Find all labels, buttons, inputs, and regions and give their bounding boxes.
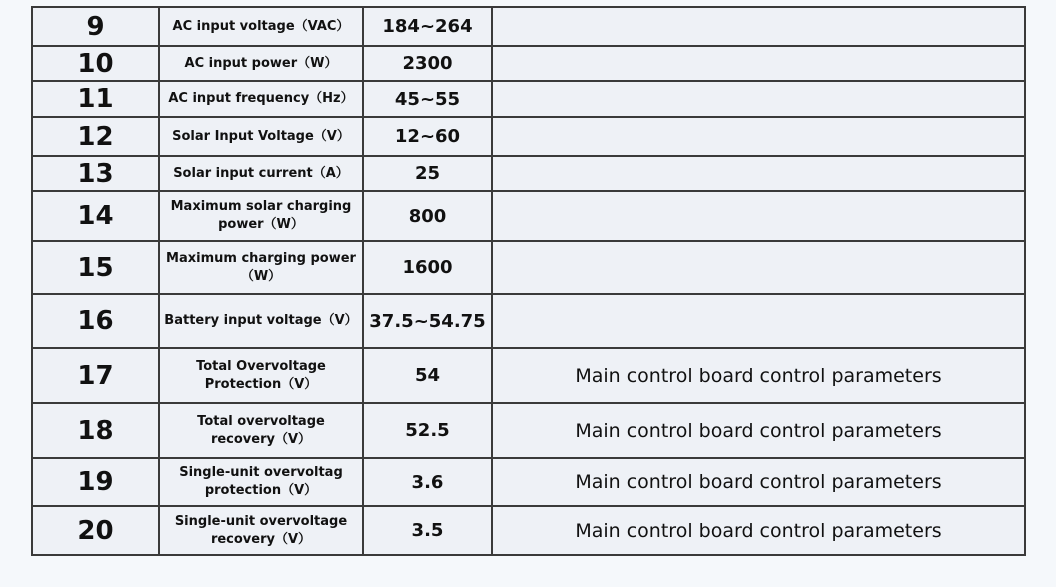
- parameter-value: 54: [363, 348, 492, 403]
- parameter-value: 45~55: [363, 81, 492, 117]
- parameter-name: AC input frequency（Hz）: [159, 81, 363, 117]
- parameter-value: 3.6: [363, 458, 492, 506]
- parameter-name: Solar Input Voltage（V）: [159, 117, 363, 156]
- parameter-name: Solar input current（A）: [159, 156, 363, 191]
- row-number: 11: [32, 81, 159, 117]
- parameter-name: Single-unit overvoltag protection（V）: [159, 458, 363, 506]
- table-row: [32, 117, 1025, 156]
- table-row: [32, 403, 1025, 458]
- parameter-value: 37.5~54.75: [363, 294, 492, 348]
- parameter-name: Total Overvoltage Protection（V）: [159, 348, 363, 403]
- table-row: [32, 348, 1025, 403]
- table-row: [32, 156, 1025, 191]
- table-row: [32, 458, 1025, 506]
- parameter-value: 2300: [363, 46, 492, 81]
- parameter-note: Main control board control parameters: [492, 506, 1025, 555]
- parameter-value: 52.5: [363, 403, 492, 458]
- parameter-value: 3.5: [363, 506, 492, 555]
- parameter-note: [492, 117, 1025, 156]
- table-row: [32, 191, 1025, 241]
- parameter-value: 12~60: [363, 117, 492, 156]
- parameter-name: Maximum solar charging power（W）: [159, 191, 363, 241]
- row-number: 19: [32, 458, 159, 506]
- parameter-note: [492, 46, 1025, 81]
- parameter-value: 184~264: [363, 7, 492, 46]
- parameter-note: [492, 156, 1025, 191]
- row-number: 10: [32, 46, 159, 81]
- row-number: 13: [32, 156, 159, 191]
- parameter-name: Battery input voltage（V）: [159, 294, 363, 348]
- parameter-name: Maximum charging power（W）: [159, 241, 363, 294]
- row-number: 20: [32, 506, 159, 555]
- parameter-name: Total overvoltage recovery（V）: [159, 403, 363, 458]
- parameter-value: 800: [363, 191, 492, 241]
- row-number: 16: [32, 294, 159, 348]
- parameter-note: [492, 7, 1025, 46]
- parameter-name: AC input power（W）: [159, 46, 363, 81]
- table-row: [32, 294, 1025, 348]
- parameter-note: [492, 241, 1025, 294]
- parameter-name: Single-unit overvoltage recovery（V）: [159, 506, 363, 555]
- table-row: [32, 506, 1025, 555]
- parameter-note: [492, 191, 1025, 241]
- row-number: 17: [32, 348, 159, 403]
- row-number: 9: [32, 7, 159, 46]
- parameter-name: AC input voltage（VAC）: [159, 7, 363, 46]
- row-number: 12: [32, 117, 159, 156]
- parameter-note: Main control board control parameters: [492, 348, 1025, 403]
- row-number: 15: [32, 241, 159, 294]
- table-row: [32, 81, 1025, 117]
- table-row: [32, 46, 1025, 81]
- table-row: [32, 241, 1025, 294]
- parameter-value: 25: [363, 156, 492, 191]
- row-number: 14: [32, 191, 159, 241]
- parameter-note: Main control board control parameters: [492, 403, 1025, 458]
- parameter-note: [492, 81, 1025, 117]
- parameter-note: Main control board control parameters: [492, 458, 1025, 506]
- parameter-note: [492, 294, 1025, 348]
- row-number: 18: [32, 403, 159, 458]
- spec-table: [31, 6, 1026, 556]
- table-row: [32, 7, 1025, 46]
- parameter-value: 1600: [363, 241, 492, 294]
